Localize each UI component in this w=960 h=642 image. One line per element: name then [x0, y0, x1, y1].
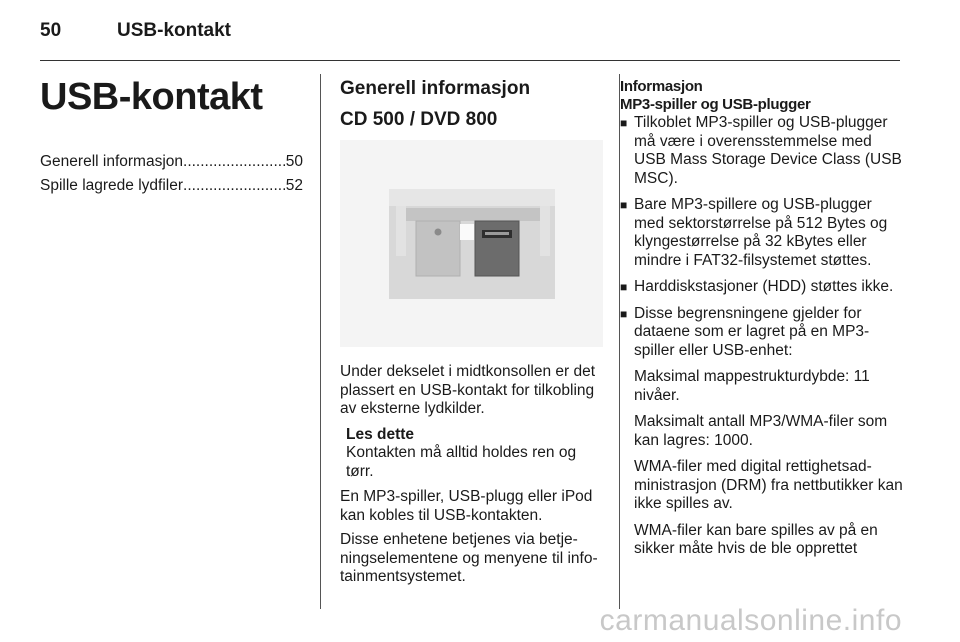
watermark: carmanualsonline.info: [599, 604, 902, 637]
chapter-title: USB-kontakt: [40, 76, 263, 118]
bullet-square-icon: ■: [620, 280, 628, 294]
bullet-square-icon: ■: [620, 198, 628, 212]
page-number: 50: [40, 20, 62, 41]
toc-page: 50: [285, 153, 303, 170]
section-subheading: CD 500 / DVD 800: [340, 109, 498, 130]
note-text: Kontakten må alltid holdes ren og tørr.: [346, 444, 577, 480]
info-list: [620, 114, 905, 567]
limit-item: Maksimal mappestrukturdybde: 11 nivåer.: [634, 368, 870, 404]
section-heading: Generell informasjon: [340, 78, 531, 99]
bullet-square-icon: ■: [620, 306, 628, 321]
toc-leader-dots: [183, 177, 286, 195]
bullet-square-icon: ■: [620, 116, 628, 130]
limit-item: WMA-filer kan bare spilles av på en sikker måte hvis de ble opprettet: [634, 521, 878, 557]
limit-item: WMA-filer med digital rettighetsadministrasjon (DRM) fra nettbutikker kan ikke spilles av.: [634, 458, 903, 512]
toc-page: 52: [285, 177, 303, 194]
list-item: [620, 278, 905, 297]
list-item: [620, 114, 905, 188]
list-item-text: Tilkoblet MP3-spiller og USB-plugger må være i overensstemmelse med USB Mass Storage Device Class (USB MSC).: [634, 114, 902, 187]
usb-port-illustration: [340, 140, 603, 347]
toc-label: Spille lagrede lydfiler: [40, 177, 184, 194]
controls-paragraph: Disse enhetene betjenes via betjeningselementene og menyene til infotainmentsystemet.: [340, 531, 598, 585]
list-item: [620, 196, 905, 270]
running-header-title: USB-kontakt: [117, 20, 232, 41]
list-item-text: Harddiskstasjoner (HDD) støttes ikke.: [634, 278, 894, 295]
list-item-text: Bare MP3-spillere og USB-plugger med sektorstørrelse på 512 Bytes og klyngestørrelse på 32 kBytes eller mindre i FAT32-filsystemet støttes.: [634, 196, 888, 269]
note-title: Les dette: [346, 426, 415, 443]
devices-paragraph: En MP3-spiller, USB-plugg eller iPod kan kobles til USB-kontakten.: [340, 488, 593, 524]
usb-console-drawing: [340, 140, 603, 347]
toc-label: Generell informasjon: [40, 153, 184, 170]
limit-item: Maksimalt antall MP3/WMA-filer som kan lagres: 1000.: [634, 413, 888, 449]
intro-paragraph: Under dekselet i midtkonsollen er det plassert en USB-kontakt for tilkobling av eksterne lydkilder.: [340, 363, 596, 417]
header-rule: [40, 60, 900, 61]
column-divider-1: [320, 74, 321, 609]
list-item: [620, 305, 905, 361]
toc-leader-dots: [183, 153, 286, 171]
info-heading: Informasjon: [620, 78, 703, 95]
info-subheading: MP3-spiller og USB-plugger: [620, 96, 811, 113]
toc-entry-general-info[interactable]: [40, 153, 303, 171]
toc-entry-play-files[interactable]: [40, 177, 303, 195]
list-item-text: Disse begrensningene gjelder for dataene som er lagret på en MP3-spiller eller USB-enhet:: [634, 304, 870, 359]
